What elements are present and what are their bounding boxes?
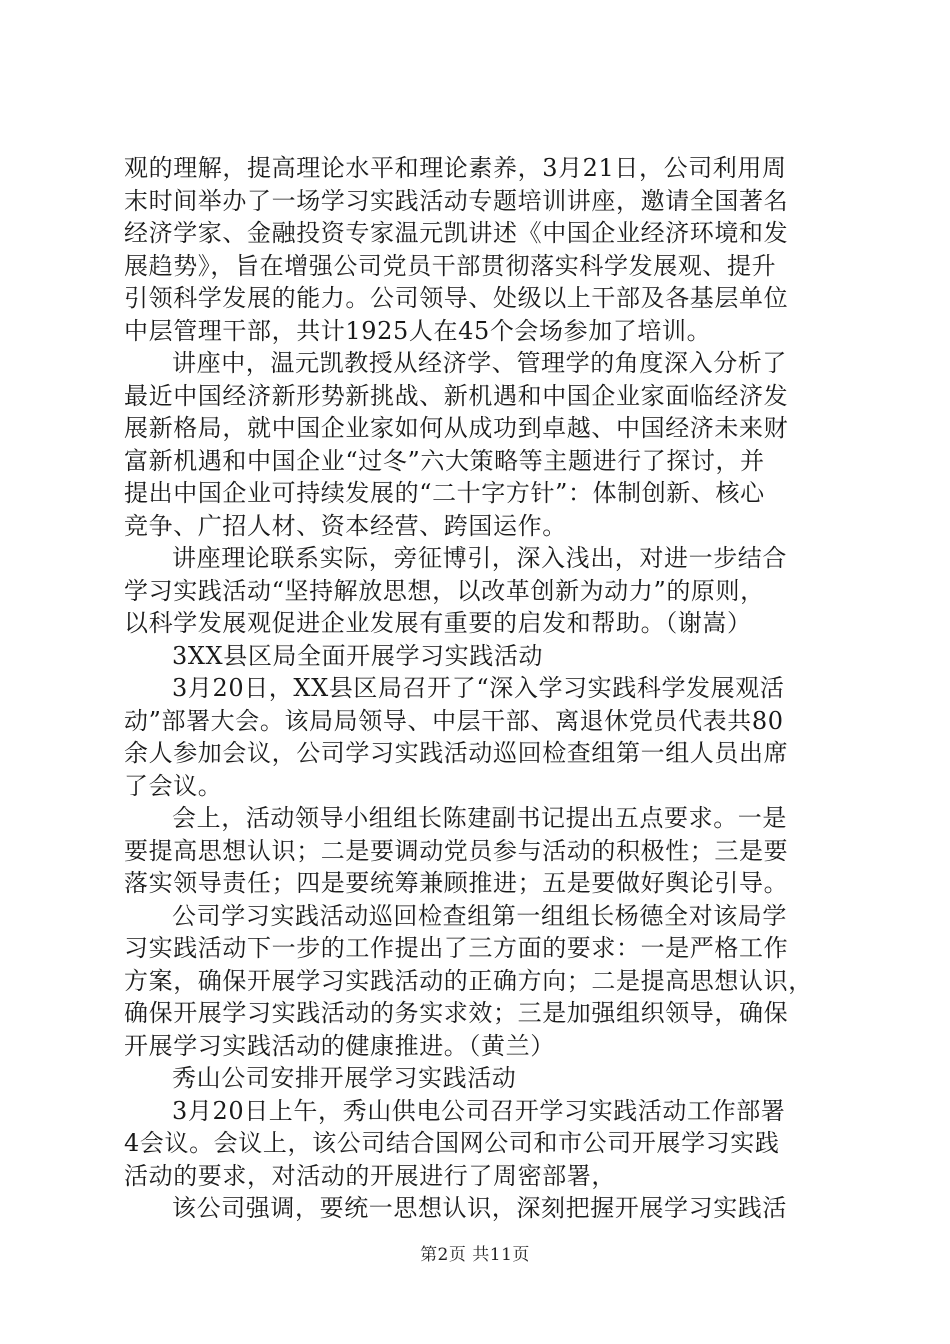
section-heading: 3XX县区局全面开展学习实践活动 <box>172 641 544 670</box>
text-line: 经济学家、金融投资专家温元凯讲述《中国企业经济环境和发 <box>124 219 789 247</box>
text-line: 提出中国企业可持续发展的“二十字方针”：体制创新、核心 <box>124 479 765 507</box>
text-line: 4会议。会议上，该公司结合国网公司和市公司开展学习实践 <box>124 1129 780 1157</box>
text-line: 中层管理干部，共计1925人在45个会场参加了培训。 <box>124 316 712 345</box>
text-line: 习实践活动下一步的工作提出了三方面的要求：一是严格工作 <box>124 934 789 962</box>
text-line: 展趋势》，旨在增强公司党员干部贯彻落实科学发展观、提升 <box>124 251 777 280</box>
text-line: 要提高思想认识；二是要调动党员参与活动的积极性；三是要 <box>124 836 789 865</box>
text-line: 讲座理论联系实际，旁征博引，深入浅出，对进一步结合 <box>172 544 787 572</box>
text-line: 观的理解，提高理论水平和理论素养，3月21日，公司利用周 <box>124 154 787 182</box>
text-line: 余人参加会议，公司学习实践活动巡回检查组第一组人员出席 <box>124 739 789 767</box>
text-line: 开展学习实践活动的健康推进。（黄兰） <box>124 1031 555 1060</box>
text-line: 该公司强调，要统一思想认识，深刻把握开展学习实践活 <box>172 1194 787 1222</box>
text-line: 以科学发展观促进企业发展有重要的启发和帮助。（谢嵩） <box>124 609 752 637</box>
page-footer: 第2页 共11页 <box>420 1245 530 1265</box>
text-line: 了会议。 <box>124 771 223 800</box>
section-heading: 秀山公司安排开展学习实践活动 <box>172 1064 517 1092</box>
text-line: 公司学习实践活动巡回检查组第一组组长杨德全对该局学 <box>172 901 787 930</box>
text-line: 讲座中，温元凯教授从经济学、管理学的角度深入分析了 <box>172 349 787 377</box>
text-line: 最近中国经济新形势新挑战、新机遇和中国企业家面临经济发 <box>124 381 789 410</box>
text-line: 3月20日，XX县区局召开了“深入学习实践科学发展观活 <box>172 674 785 702</box>
text-line: 会上，活动领导小组组长陈建副书记提出五点要求。一是 <box>172 804 787 832</box>
text-line: 3月20日上午，秀山供电公司召开学习实践活动工作部署 <box>172 1096 786 1125</box>
text-line: 展新格局，就中国企业家如何从成功到卓越、中国经济未来财 <box>124 414 789 442</box>
text-line: 动”部署大会。该局局领导、中层干部、离退休党员代表共80 <box>124 706 784 735</box>
text-line: 富新机遇和中国企业“过冬”六大策略等主题进行了探讨，并 <box>124 446 765 475</box>
text-line: 竞争、广招人材、资本经营、跨国运作。 <box>124 511 567 540</box>
text-line: 落实领导责任；四是要统筹兼顾推进；五是要做好舆论引导。 <box>124 869 789 897</box>
text-line: 方案，确保开展学习实践活动的正确方向；二是提高思想认识， <box>124 966 813 995</box>
text-line: 末时间举办了一场学习实践活动专题培训讲座，邀请全国著名 <box>124 186 789 215</box>
text-line: 活动的要求，对活动的开展进行了周密部署， <box>124 1161 616 1190</box>
text-line: 学习实践活动“坚持解放思想，以改革创新为动力”的原则， <box>124 576 765 605</box>
text-line: 确保开展学习实践活动的务实求效；三是加强组织领导，确保 <box>124 999 789 1027</box>
text-line: 引领科学发展的能力。公司领导、处级以上干部及各基层单位 <box>124 284 789 312</box>
document-body <box>124 152 854 1225</box>
